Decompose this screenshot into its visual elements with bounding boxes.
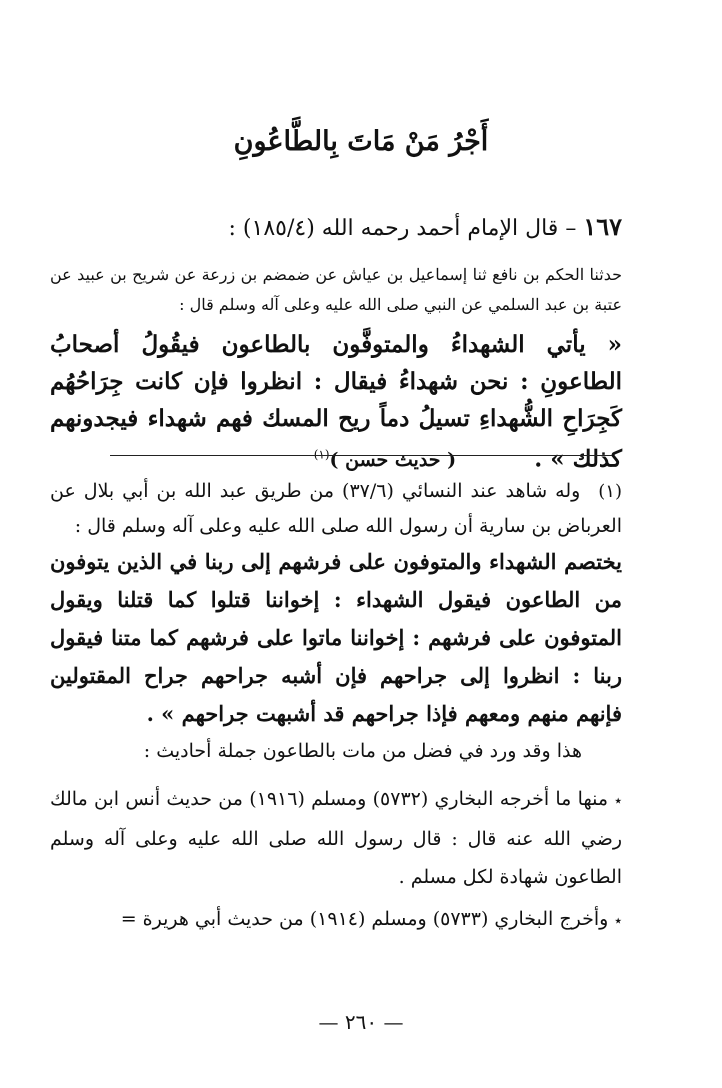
hadith-dash: – [565, 216, 577, 241]
footnote-intro: وله شاهد عند النسائي (٣٧/٦) من طريق عبد الله بن أبي بلال عن العرباض بن سارية أن رسول الله صلى الله عليه وعلى آله وسلم قال : [50, 480, 622, 537]
bullet-star-icon: ٭ [614, 793, 622, 809]
footnote-divider [110, 455, 612, 456]
footnote [50, 474, 622, 733]
footnote-marker: (١) [598, 481, 622, 502]
page-number: — ٢٦٠ — [318, 1010, 404, 1034]
list-item [50, 900, 622, 940]
chapter-title: أَجْرُ مَنْ مَاتَ بِالطَّاعُونِ [233, 126, 489, 157]
list-item-text: منها ما أخرجه البخاري (٥٧٣٢) ومسلم (١٩١٦) من حديث أنس ابن مالك رضي الله عنه قال : قال رسول الله صلى الله عليه وعلى آله وسلم الطاعون شهادة لكل مسلم . [50, 788, 622, 888]
footnote-reference[interactable]: (١) [313, 448, 330, 462]
hadith-grade [314, 449, 456, 471]
hadith-isnad: حدثنا الحكم بن نافع ثنا إسماعيل بن عياش عن ضمضم بن زرعة عن شريح بن عبيد عن عتبة بن عبد السلمي عن النبي صلى الله عليه وعلى آله وسلم قال : [50, 265, 622, 314]
bullet-star-icon: ٭ [614, 913, 622, 929]
hadith-number: ١٦٧ [583, 212, 622, 241]
footnote-text: يختصم الشهداء والمتوفون على فرشهم إلى ربنا في الذين يتوفون من الطاعون فيقول الشهداء : إخواننا قتلوا كما قتلنا ويقول المتوفون على فرشهم : إخواننا ماتوا على فرشهم كما متنا فيقول ربنا : انظروا إلى جراحهم فإن أشبه جراحهم جراح المقتولين فإنهم منهم ومعهم فإذا جراحهم قد أشبهت جراحهم » . [50, 549, 622, 726]
hadith-heading-text: قال الإمام أحمد رحمه الله (١٨٥/٤) : [228, 216, 559, 241]
footnote-intro-2: هذا وقد ورد في فضل من مات بالطاعون جملة أحاديث : [143, 740, 582, 762]
hadith-matn [50, 326, 622, 479]
list-item [50, 780, 622, 896]
hadith-heading [50, 210, 622, 246]
hadith-grade-text: ( حديث حسن ) [329, 449, 457, 472]
list-item-text: وأخرج البخاري (٥٧٣٣) ومسلم (١٩١٤) من حديث أبي هريرة = [120, 908, 609, 930]
hadith-matn-text: « يأتي الشهداءُ والمتوفَّون بالطاعون فيقُولُ أصحابُ الطاعونِ : نحن شهداءُ فيقال : انظروا فإن كانت جِرَاحُهُم كَجِرَاحِ الشُّهداءِ تسيلُ دماً ريح المسك فهم شهداء فيجدونهم كذلك » . [50, 331, 622, 473]
